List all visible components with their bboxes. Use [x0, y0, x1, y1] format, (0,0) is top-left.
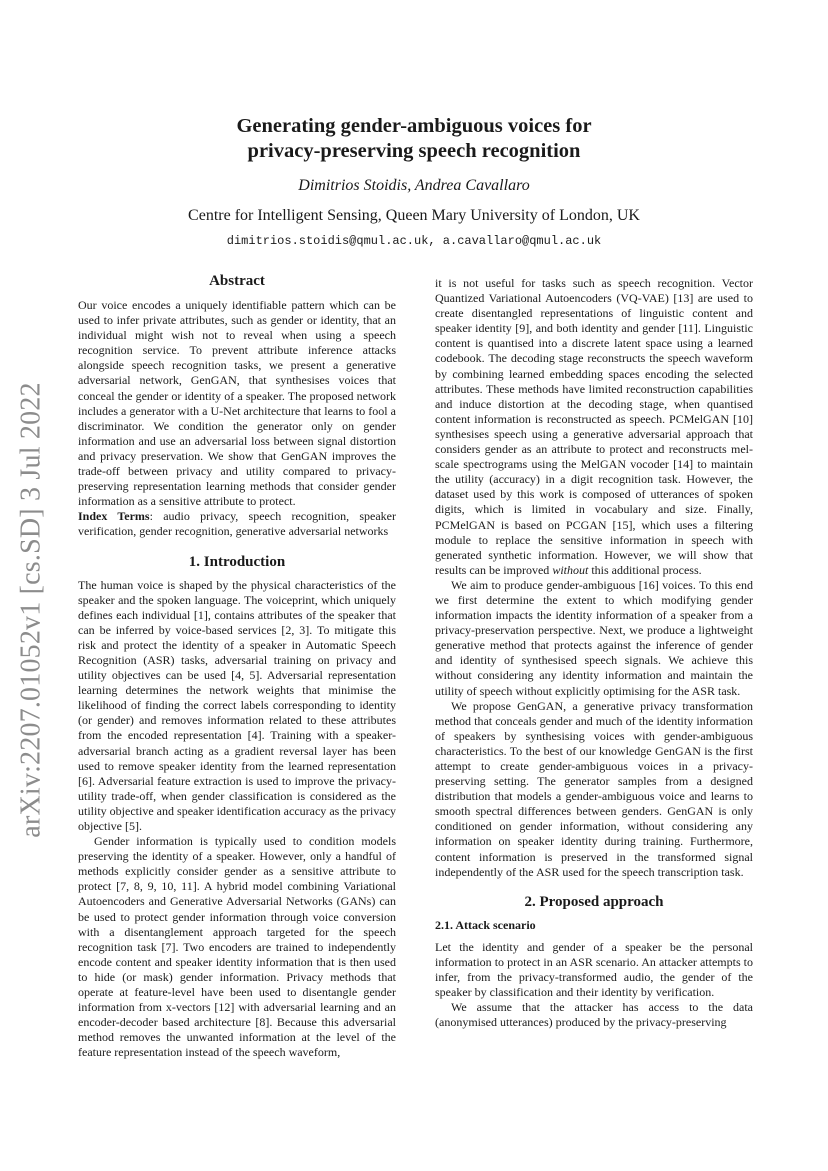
intro-paragraph-2: Gender information is typically used to condition models preserving the identity of a speaker. However, only a handful of methods explicitly consider gender as a sensitive attribute to protect [7, 8, 9, 10, 11]. A hybrid model combining Variational Autoencoders and Generative Adversarial Networks (GANs) can be used to protect gender information through voice conversion with a disentanglement approach targeted for the speech recognition task [7]. Two encoders are trained to independently encode content and speaker identity information that is then used to hide (or mask) gender information. Privacy methods that operate at feature-level have been used to disentangle gender information from x-vectors [12] with adversarial learning and an encoder-decoder based architecture [8]. Because this adversarial method removes the unwanted information at the level of the feature representation instead of the speech waveform, — [78, 834, 396, 1060]
abstract-text: Our voice encodes a uniquely identifiable pattern which can be used to infer private attributes, such as gender or identity, that an individual might wish not to reveal when using a speech recognition service. To prevent attribute inference attacks alongside speech recognition tasks, we present a generative adversarial network, GenGAN, that synthesises voices that conceal the gender or identity of a speaker. The proposed network includes a generator with a U-Net architecture that learns to fool a discriminator. We condition the generator only on gender information and use an adversarial loss between signal distortion and privacy preservation. We show that GenGAN improves the trade-off between privacy and utility compared to privacy-preserving representation learning methods that consider gender information as a sensitive attribute to protect. — [78, 298, 396, 509]
right-column — [435, 276, 753, 1030]
abstract-heading: Abstract — [209, 273, 265, 289]
paper-title — [100, 114, 728, 164]
approach-paragraph-2: We assume that the attacker has access to the data (anonymised utterances) produced by the privacy-preserving — [435, 1000, 753, 1030]
intro-paragraph-1: The human voice is shaped by the physical characteristics of the speaker and the spoken language. The voiceprint, which uniquely defines each individual [1], contains attributes of the speaker that can be inferred by voice-based services [2, 3]. To mitigate this risk and protect the identity of a speaker in Automatic Speech Recognition (ASR) tasks, adversarial training on privacy and utility objectives can be used [4, 5]. Adversarial representation learning determines the network weights that minimise the likelihood of finding the correct labels corresponding to identity (or gender) and removes information related to these attributes from the encoded representation [4]. Training with a speaker-adversarial branch acting as a gradient reversal layer has been used to remove speaker identity from the learned representation [6]. Adversarial feature extraction is used to improve the privacy-utility trade-off, when gender classification is considered as the utility objective and speaker identification accuracy as the privacy objective [5]. — [78, 577, 396, 833]
intro-heading: 1. Introduction — [188, 553, 286, 570]
intro-paragraph-5: We propose GenGAN, a generative privacy transformation method that conceals gender and much of the identity information of speakers by synthesising voices with gender-ambiguous characteristics. To the best of our knowledge GenGAN is the first attempt to create gender-ambiguous voices in a privacy-preserving setting. The generator samples from a designed distribution that models a gender-ambiguous voice and learns to smooth spectral differences between genders. GenGAN is only conditioned on gender information, without considering any information on speaker identity during training. Furthermore, content information is preserved in the transformed signal independently of the ASR used for the speech transcription task. — [435, 698, 753, 879]
attack-scenario-heading: 2.1. Attack scenario — [435, 917, 536, 932]
author-emails: dimitrios.stoidis@qmul.ac.uk, a.cavallaro@qmul.ac.uk — [226, 234, 602, 248]
index-terms-label: Index Terms — [78, 509, 150, 524]
index-terms — [78, 509, 396, 539]
intro-paragraph-3-a: it is not useful for tasks such as speech recognition. Vector Quantized Variational Autoencoders (VQ-VAE) [13] are used to create disentangled representations of linguistic content and speaker identity [9], and both identity and gender [11]. Linguistic content is quantised into a discrete latent space using a learned codebook. The decoding stage reconstructs the speech waveform by combining learned embedding spaces encoding the selected attributes. These methods have limited reconstruction capabilities and induce distortion at the decoding stage, when quantised content information is reconstructed as speech. PCMelGAN [10] synthesises speech using a generative adversarial approach that considers gender as an attribute to protect and reconstructs mel-scale spectrograms using the MelGAN vocoder [14] to maintain the utility (accuracy) in a digit recognition task. However, the dataset used by this work is composed of utterances of spoken digits, which is limited in vocabulary and size. Finally, PCMelGAN is based on PCGAN [15], which uses a filtering module to replace the sensitive information in speech with generated synthetic information. However, we will show that results can be improved — [435, 276, 753, 577]
affiliation: Centre for Intelligent Sensing, Queen Mary University of London, UK — [188, 207, 640, 224]
arxiv-stamp-text: arXiv:2207.01052v1 [cs.SD] 3 Jul 2022 — [16, 382, 47, 838]
intro-paragraph-3-b: this additional process. — [588, 562, 702, 577]
left-column — [78, 272, 396, 1061]
index-terms-text: : audio privacy, speech recognition, speaker verification, gender recognition, generative adversarial networks — [78, 509, 396, 539]
approach-heading: 2. Proposed approach — [524, 893, 664, 910]
intro-paragraph-3-emphasis: without — [552, 562, 589, 577]
title-line-2: privacy-preserving speech recognition — [247, 140, 581, 162]
authors: Dimitrios Stoidis, Andrea Cavallaro — [298, 177, 530, 194]
approach-paragraph-1: Let the identity and gender of a speaker be the personal information to protect in an ASR scenario. An attacker attempts to infer, from the privacy-transformed audio, the gender of the speaker by classification and their identity by verification. — [435, 939, 753, 1000]
arxiv-stamp — [12, 380, 52, 840]
intro-paragraph-4: We aim to produce gender-ambiguous [16] voices. To this end we first determine the extent to which modifying gender information impacts the identity information of a speaker from a privacy-preservation perspective. Next, we produce a lightweight generative method that protects against the inference of gender and identity of synthesised speech signals. We achieve this without considering any identity information and maintain the utility of speech without explicitly optimising for the ASR task. — [435, 577, 753, 698]
intro-paragraph-3 — [435, 276, 753, 578]
title-line-1: Generating gender-ambiguous voices for — [236, 115, 592, 137]
